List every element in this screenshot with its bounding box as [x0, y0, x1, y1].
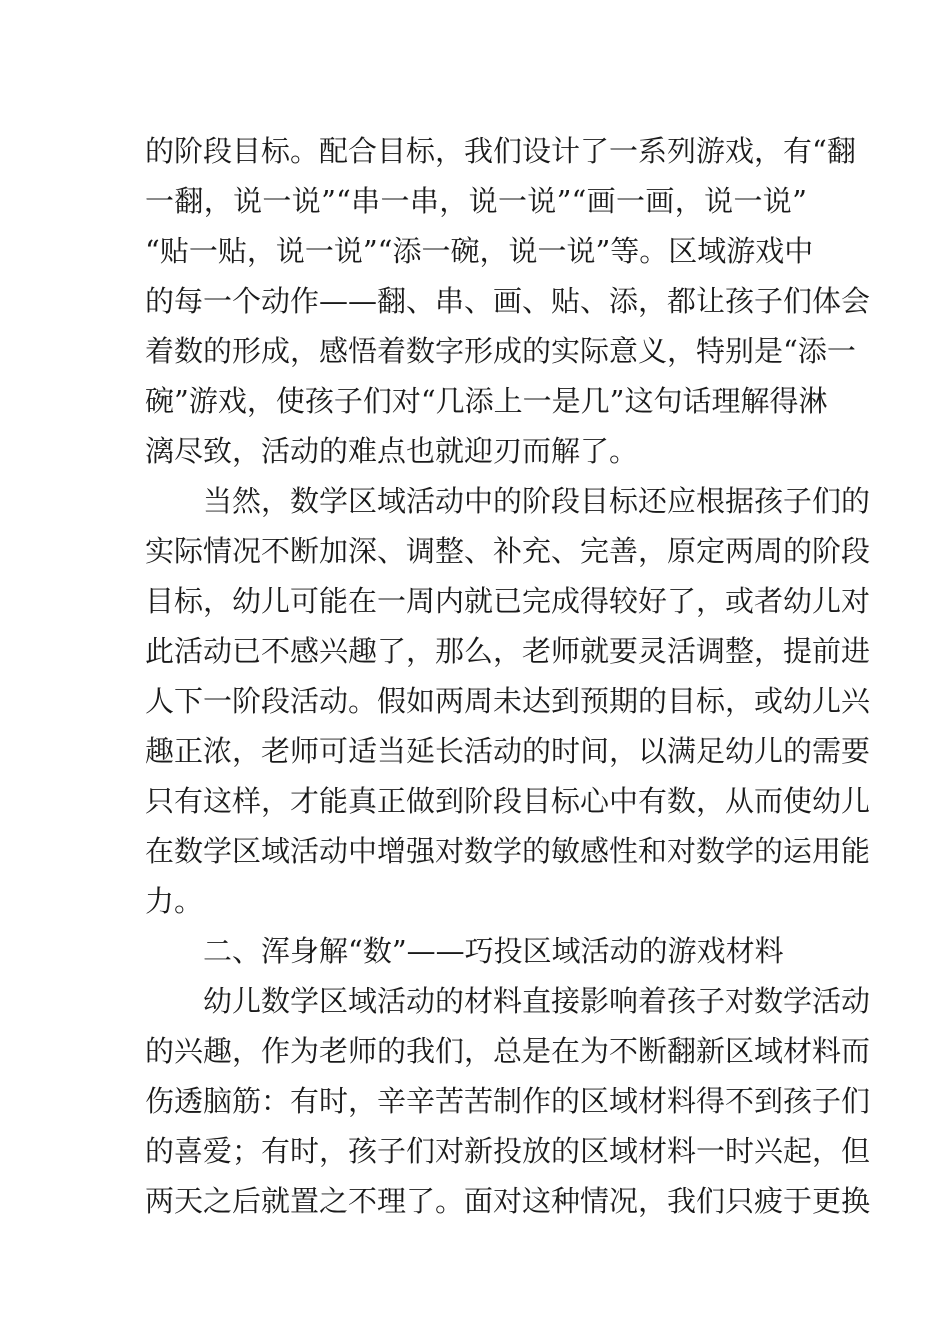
- text-line: 只有这样，才能真正做到阶段目标心中有数，从而使幼儿: [145, 784, 871, 818]
- text-line: 目标，幼儿可能在一周内就已完成得较好了，或者幼儿对: [145, 584, 871, 618]
- text-line: 当然，数学区域活动中的阶段目标还应根据孩子们的: [203, 484, 871, 518]
- text-line: 幼儿数学区域活动的材料直接影响着孩子对数学活动: [203, 984, 871, 1018]
- text-line: “贴一贴，说一说”“添一碗，说一说”等。区域游戏中: [145, 234, 814, 268]
- text-line: 的阶段目标。配合目标，我们设计了一系列游戏，有“翻: [145, 134, 856, 168]
- text-line: 的兴趣，作为老师的我们，总是在为不断翻新区域材料而: [145, 1034, 871, 1068]
- text-line: 的每一个动作——翻、串、画、贴、添，都让孩子们体会: [145, 284, 871, 318]
- text-line: 此活动已不感兴趣了，那么，老师就要灵活调整，提前进: [145, 634, 871, 668]
- text-line: 着数的形成，感悟着数字形成的实际意义，特别是“添一: [145, 334, 856, 368]
- body-text: [145, 126, 871, 1226]
- text-line: 力。: [145, 884, 204, 918]
- text-line: 实际情况不断加深、调整、补充、完善，原定两周的阶段: [145, 534, 871, 568]
- text-line: 一翻，说一说”“串一串，说一说”“画一画，说一说”: [145, 184, 807, 218]
- text-line: 在数学区域活动中增强对数学的敏感性和对数学的运用能: [145, 834, 871, 868]
- text-line: 人下一阶段活动。假如两周未达到预期的目标，或幼儿兴: [145, 684, 871, 718]
- text-line: 碗”游戏，使孩子们对“几添上一是几”这句话理解得淋: [145, 384, 828, 418]
- text-line: 漓尽致，活动的难点也就迎刃而解了。: [145, 434, 639, 468]
- text-line: 趣正浓，老师可适当延长活动的时间，以满足幼儿的需要: [145, 734, 871, 768]
- text-line: 的喜爱；有时，孩子们对新投放的区域材料一时兴起，但: [145, 1134, 871, 1168]
- text-line: 伤透脑筋：有时，辛辛苦苦制作的区域材料得不到孩子们: [145, 1084, 871, 1118]
- text-line: 二、浑身解“数”——巧投区域活动的游戏材料: [203, 934, 784, 968]
- text-line: 两天之后就置之不理了。面对这种情况，我们只疲于更换: [145, 1184, 871, 1218]
